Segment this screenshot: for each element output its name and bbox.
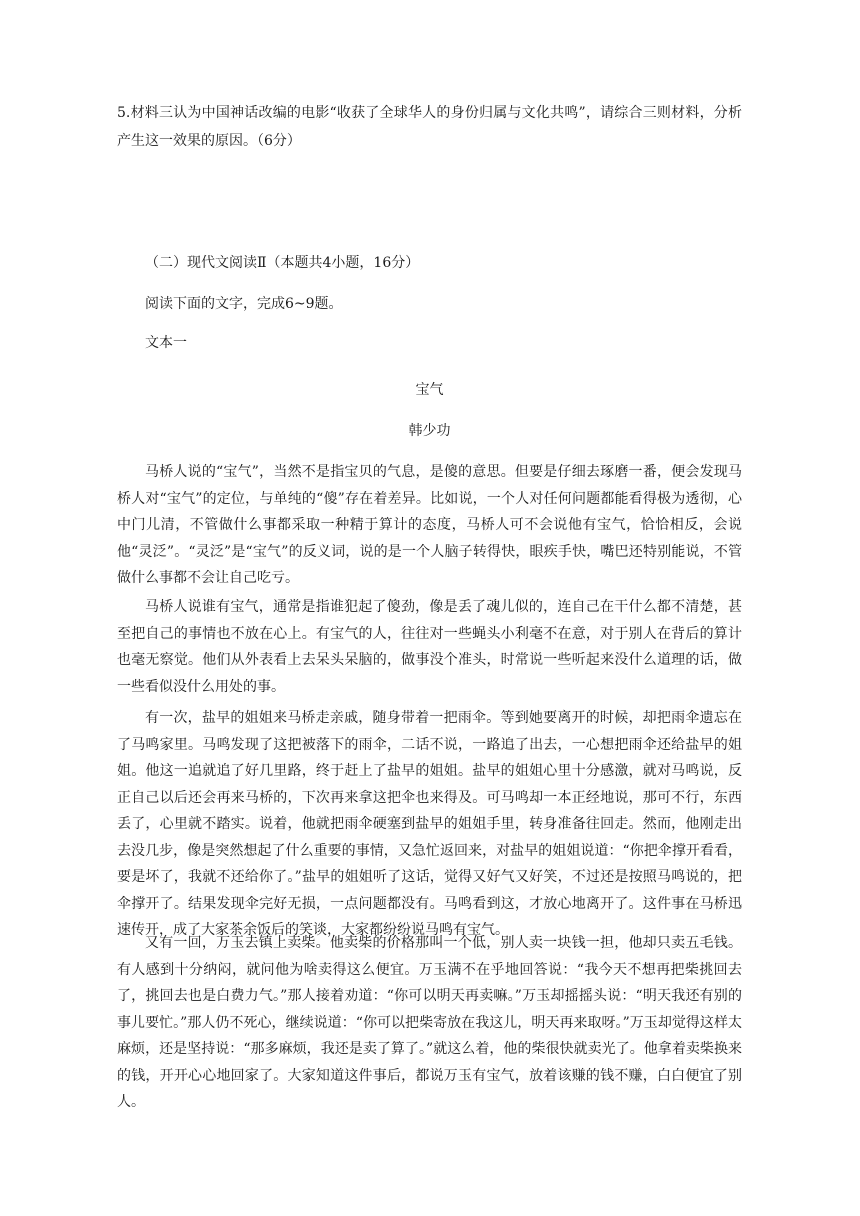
section-heading: （二）现代文阅读Ⅱ（本题共4小题，16分） xyxy=(145,255,420,271)
article-author: 韩少功 xyxy=(408,423,451,439)
question-5: 5.材料三认为中国神话改编的电影“收获了全球华人的身份归属与文化共鸣”，请综合三则材料，分析产生这一效果的原因。（6分） xyxy=(117,105,742,149)
article-paragraph-1: 马桥人说的“宝气”，当然不是指宝贝的气息，是傻的意思。但要是仔细去琢磨一番，便会发现马桥人对“宝气”的定位，与单纯的“傻”存在着差异。比如说，一个人对任何问题都能看得极为透彻，心中门儿清，不管做什么事都采取一种精于算计的态度，马桥人可不会说他有宝气，恰恰相反，会说他“灵泛”。“灵泛”是“宝气”的反义词，说的是一个人脑子转得快，眼疾手快，嘴巴还特别能说，不管做什么事都不会让自己吃亏。 xyxy=(117,464,742,586)
article-paragraph-2: 马桥人说谁有宝气，通常是指谁犯起了傻劲，像是丢了魂儿似的，连自己在干什么都不清楚，甚至把自己的事情也不放在心上。有宝气的人，往往对一些蝇头小利毫不在意，对于别人在背后的算计也毫无察觉。他们从外表看上去呆头呆脑的，做事没个准头，时常说一些听起来没什么道理的话，做一些看似没什么用处的事。 xyxy=(117,599,742,695)
article-paragraph-3: 有一次，盐早的姐姐来马桥走亲戚，随身带着一把雨伞。等到她要离开的时候，却把雨伞遗忘在了马鸣家里。马鸣发现了这把被落下的雨伞，二话不说，一路追了出去，一心想把雨伞还给盐早的姐姐。他这一追就追了好几里路，终于赶上了盐早的姐姐。盐早的姐姐心里十分感激，就对马鸣说，反正自己以后还会再来马桥的，下次再来拿这把伞也来得及。可马鸣却一本正经地说，那可不行，东西丢了，心里就不踏实。说着，他就把雨伞硬塞到盐早的姐姐手里，转身准备往回走。然而，他刚走出去没几步，像是突然想起了什么重要的事情，又急忙返回来，对盐早的姐姐说道：“你把伞撑开看看，要是坏了，我就不还给你了。”盐早的姐姐听了这话，觉得又好气又好笑，不过还是按照马鸣说的，把伞撑开了。结果发现伞完好无损，一点问题都没有。马鸣看到这，才放心地离开了。这件事在马桥迅速传开，成了大家茶余饭后的笑谈，大家都纷纷说马鸣有宝气。 xyxy=(117,710,742,938)
text-one-label: 文本一 xyxy=(145,335,187,351)
reading-instruction: 阅读下面的文字，完成6~9题。 xyxy=(145,296,343,312)
article-paragraph-4: 又有一回，万玉去镇上卖柴。他卖柴的价格那叫一个低，别人卖一块钱一担，他却只卖五毛钱。有人感到十分纳闷，就问他为啥卖得这么便宜。万玉满不在乎地回答说：“我今天不想再把柴挑回去了，挑回去也是白费力气。”那人接着劝道：“你可以明天再卖嘛。”万玉却摇摇头说：“明天我还有别的事儿要忙。”那人仍不死心，继续说道：“你可以把柴寄放在我这儿，明天再来取呀。”万玉却觉得这样太麻烦，还是坚持说：“那多麻烦，我还是卖了算了。”就这么着，他的柴很快就卖光了。他拿着卖柴换来的钱，开开心心地回家了。大家知道这件事后，都说万玉有宝气，放着该赚的钱不赚，白白便宜了别人。 xyxy=(117,935,742,1110)
article-title: 宝气 xyxy=(415,382,444,398)
